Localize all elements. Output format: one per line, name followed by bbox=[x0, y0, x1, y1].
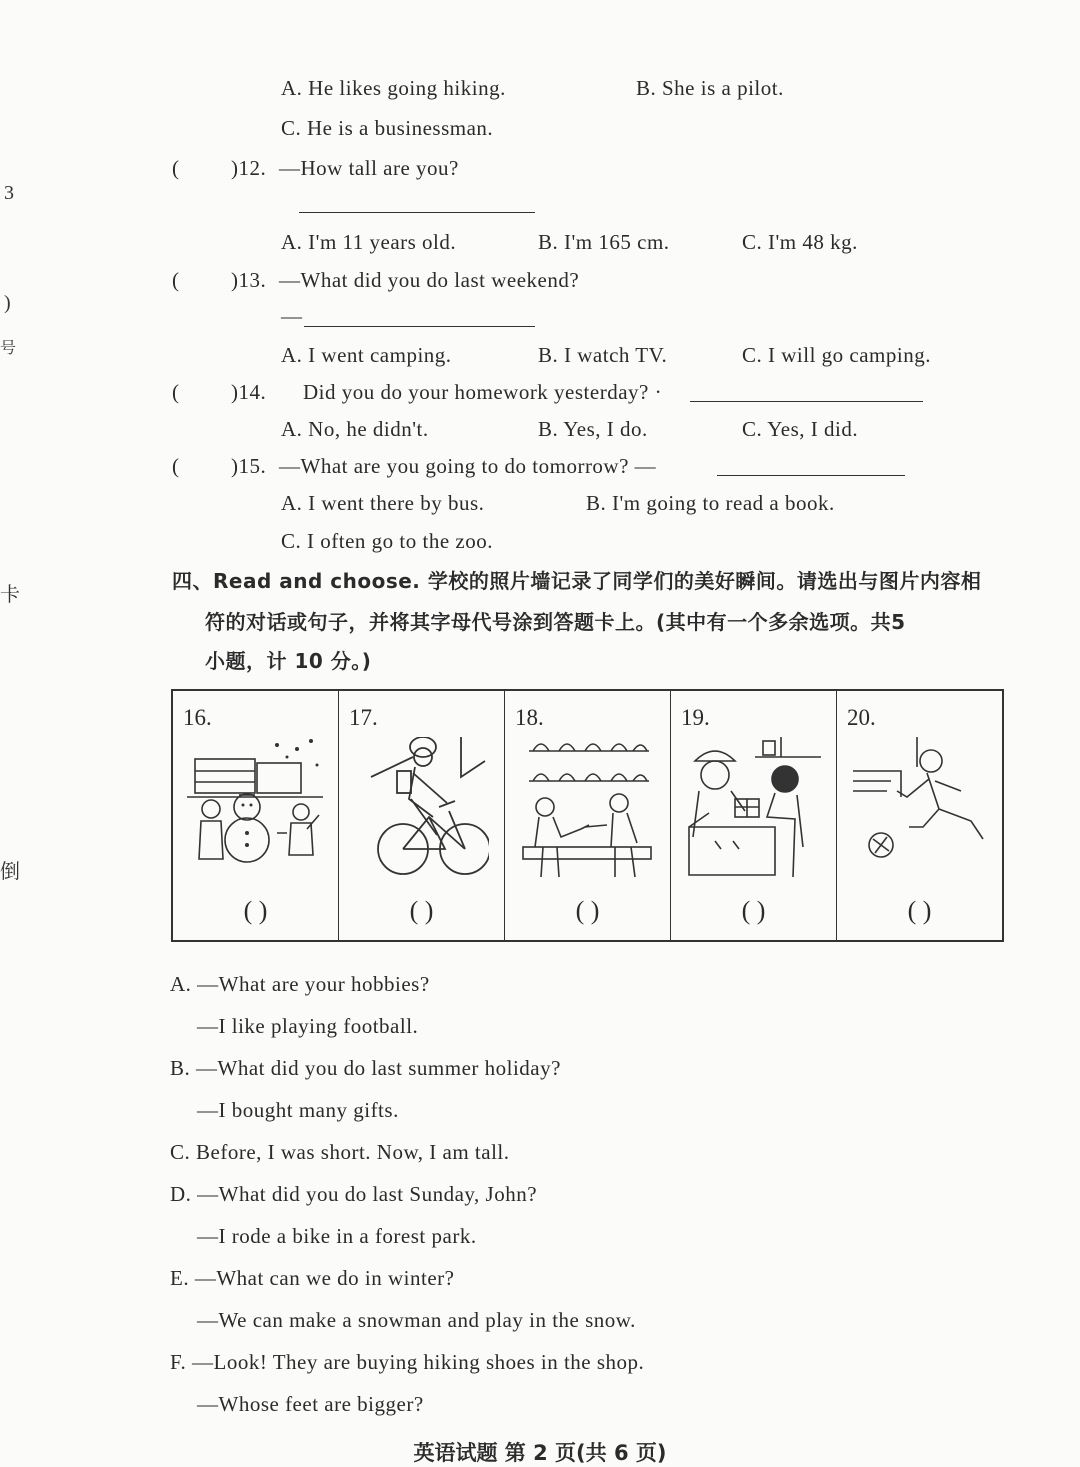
q13-answer-blank bbox=[304, 326, 535, 327]
q12-question: —How tall are you? bbox=[279, 156, 459, 180]
q14-option-b: B. Yes, I do. bbox=[538, 417, 648, 441]
q12-bracket: ( bbox=[172, 156, 180, 180]
choice-d-line2: —I rode a bike in a forest park. bbox=[197, 1224, 477, 1248]
q15-question: —What are you going to do tomorrow? — bbox=[279, 454, 657, 478]
choice-e-line1: E. —What can we do in winter? bbox=[170, 1266, 455, 1290]
q15-bracket: ( bbox=[172, 454, 180, 478]
margin-mark: 倒 bbox=[0, 861, 20, 883]
q12-number: )12. bbox=[231, 156, 267, 180]
shoe-shop-icon bbox=[519, 737, 655, 887]
margin-mark: ) bbox=[4, 292, 11, 314]
q13-question: —What did you do last weekend? bbox=[279, 268, 580, 292]
picture-answer-blank: ( ) bbox=[575, 896, 600, 925]
page-footer: 英语试题 第 2 页(共 6 页) bbox=[413, 1441, 667, 1465]
q15-option-a: A. I went there by bus. bbox=[281, 491, 485, 515]
picture-grid bbox=[171, 689, 1004, 942]
q15-answer-blank bbox=[717, 475, 905, 476]
margin-mark: 3 bbox=[4, 182, 14, 204]
section4-instruction-line3: 小题，计 10 分。) bbox=[205, 649, 372, 673]
q15-number: )15. bbox=[231, 454, 267, 478]
choice-f-line1: F. —Look! They are buying hiking shoes in the shop. bbox=[170, 1350, 645, 1374]
section4-instruction-line1: 四、Read and choose. 学校的照片墙记录了同学们的美好瞬间。请选出与图片内容相 bbox=[172, 569, 982, 593]
q13-option-b: B. I watch TV. bbox=[538, 343, 668, 367]
q14-number: )14. bbox=[231, 380, 267, 404]
picture-cell-16 bbox=[173, 691, 339, 940]
q14-answer-blank bbox=[690, 401, 923, 402]
picture-cell-20 bbox=[837, 691, 1002, 940]
q11-option-c: C. He is a businessman. bbox=[281, 116, 494, 140]
choice-a-line2: —I like playing football. bbox=[197, 1014, 419, 1038]
picture-cell-19 bbox=[671, 691, 837, 940]
bike-rider-icon bbox=[353, 737, 489, 887]
choice-f-line2: —Whose feet are bigger? bbox=[197, 1392, 424, 1416]
q15-option-b: B. I'm going to read a book. bbox=[586, 491, 835, 515]
q13-option-c: C. I will go camping. bbox=[742, 343, 931, 367]
picture-answer-blank: ( ) bbox=[907, 896, 932, 925]
q14-option-a: A. No, he didn't. bbox=[281, 417, 429, 441]
picture-number: 16. bbox=[183, 705, 212, 730]
choice-a-line1: A. —What are your hobbies? bbox=[170, 972, 430, 996]
q13-number: )13. bbox=[231, 268, 267, 292]
q14-option-c: C. Yes, I did. bbox=[742, 417, 859, 441]
picture-answer-blank: ( ) bbox=[409, 896, 434, 925]
q12-option-c: C. I'm 48 kg. bbox=[742, 230, 858, 254]
choice-c-line1: C. Before, I was short. Now, I am tall. bbox=[170, 1140, 510, 1164]
picture-cell-17 bbox=[339, 691, 505, 940]
q13-bracket: ( bbox=[172, 268, 180, 292]
picture-answer-blank: ( ) bbox=[243, 896, 268, 925]
q15-option-c: C. I often go to the zoo. bbox=[281, 529, 493, 553]
picture-number: 19. bbox=[681, 705, 710, 730]
choice-e-line2: —We can make a snowman and play in the snow. bbox=[197, 1308, 636, 1332]
q11-option-a: A. He likes going hiking. bbox=[281, 76, 506, 100]
margin-mark: 号 bbox=[0, 340, 17, 357]
choice-d-line1: D. —What did you do last Sunday, John? bbox=[170, 1182, 538, 1206]
choice-b-line2: —I bought many gifts. bbox=[197, 1098, 399, 1122]
margin-mark: 卡 bbox=[0, 584, 20, 606]
picture-number: 20. bbox=[847, 705, 876, 730]
q14-question: Did you do your homework yesterday? · bbox=[303, 380, 663, 404]
picture-cell-18 bbox=[505, 691, 671, 940]
section4-instruction-line2: 符的对话或句子，并将其字母代号涂到答题卡上。(其中有一个多余选项。共5 bbox=[205, 610, 906, 634]
q12-answer-blank bbox=[299, 212, 535, 213]
q12-option-b: B. I'm 165 cm. bbox=[538, 230, 670, 254]
q14-bracket: ( bbox=[172, 380, 180, 404]
q13-dash: — bbox=[281, 304, 303, 328]
q11-option-b: B. She is a pilot. bbox=[636, 76, 784, 100]
picture-number: 18. bbox=[515, 705, 544, 730]
q12-option-a: A. I'm 11 years old. bbox=[281, 230, 457, 254]
q13-option-a: A. I went camping. bbox=[281, 343, 452, 367]
football-player-icon bbox=[851, 737, 987, 887]
choice-b-line1: B. —What did you do last summer holiday? bbox=[170, 1056, 561, 1080]
snowman-icon bbox=[187, 737, 323, 887]
picture-number: 17. bbox=[349, 705, 378, 730]
gift-shop-icon bbox=[685, 737, 821, 887]
picture-answer-blank: ( ) bbox=[741, 896, 766, 925]
